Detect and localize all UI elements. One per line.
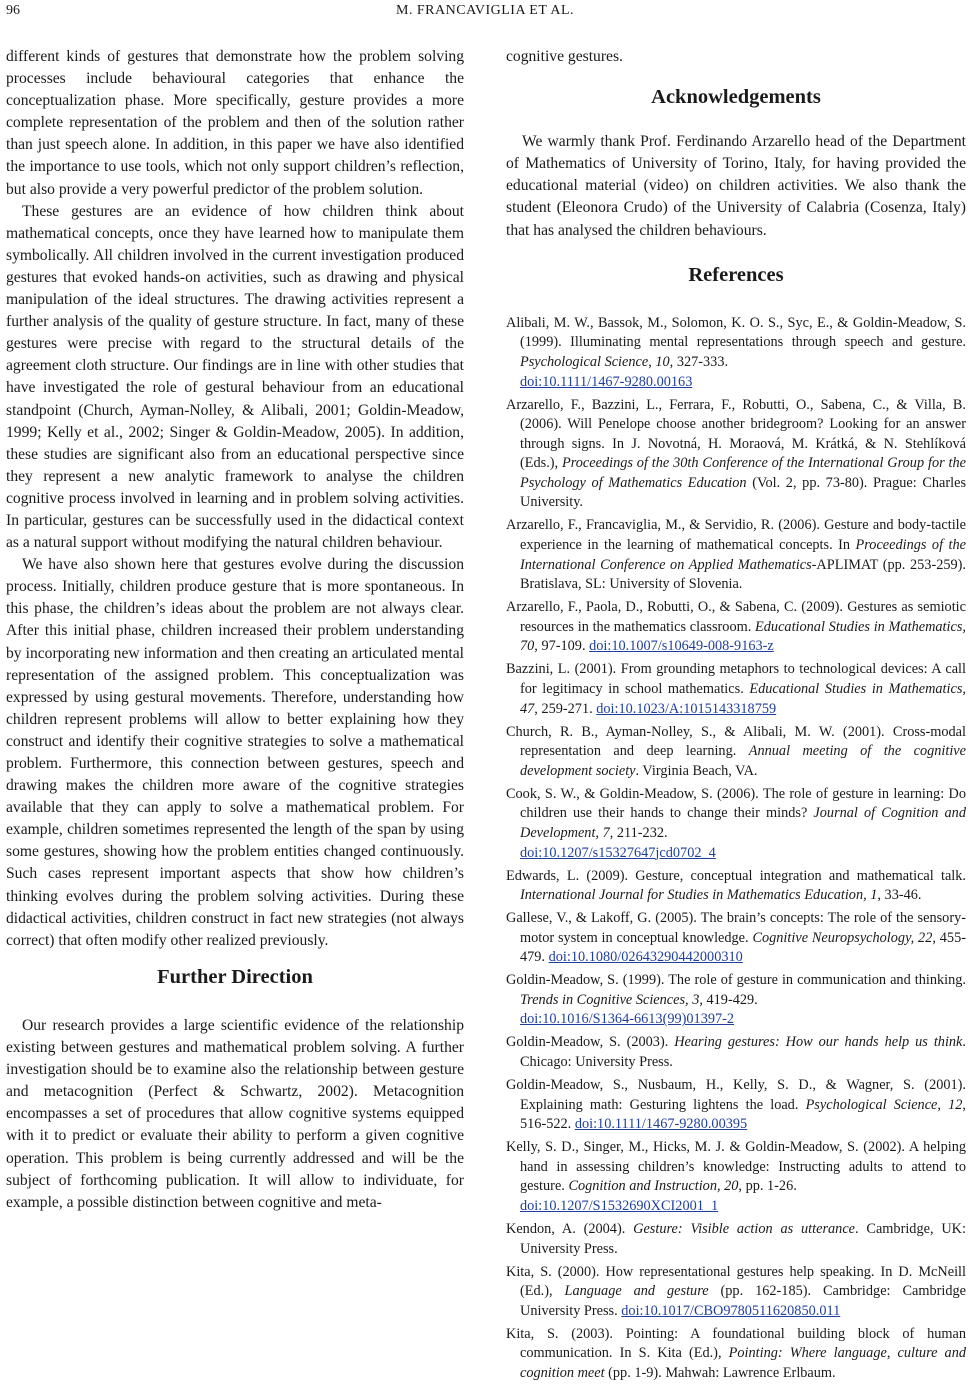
reference-text: (pp. 1-9). Mahwah: Lawrence Erlbaum. [604,1364,836,1381]
reference-text: Arzarello, F., Bazzini, L., Ferrara, F., Robutti, O., Sabena, C., & Villa, B. (2006). Will Penelope choose another bridegroom? Looking for an answer through signs. In J. Novotná, H. Moraová, M. Krátká, & N. Stehlíková (Eds.), [506,396,966,472]
reference-item [506,909,966,968]
reference-source: Trends in Cognitive Sciences, 3 [520,991,700,1008]
doi-link[interactable]: doi:10.1111/1467-9280.00163 [520,373,693,390]
reference-text: . Cambridge, UK: University Press. [520,1220,966,1257]
reference-source: Proceedings of the 30th Conference of the International Group for the Psychology of Mathematics Education [520,455,966,491]
running-header [0,3,970,23]
reference-source: International Journal for Studies in Mathematics Education, 1 [520,887,878,904]
reference-source: Educational Studies in Mathematics, 70 [520,618,966,655]
reference-item [506,1220,966,1259]
reference-text: (Vol. 2, pp. 73-80). Prague: Charles University. [520,474,967,511]
doi-link[interactable]: doi:10.1080/02643290442000310 [548,949,743,966]
reference-text: Arzarello, F., Francaviglia, M., & Servidio, R. (2006). Gesture and body-tactile experience in the learning of mathematical concepts. In [506,517,966,554]
page-number: 96 [6,3,20,18]
reference-item [506,516,966,594]
body-paragraph: We have also shown here that gestures evolve during the discussion process. Initially, children produce gesture that is more spontaneous. In this phase, the children’s ideas about the problem are not always clear. After this initial phase, children increased their problem understanding by incorporating new information and then creating an articulated mental representation of the assigned problem. This conceptualization was expressed by using gestural movements. Therefore, understanding how children represent problems will allow to better explaining how they construct and identify their cognitive strategies to solve a mathematical problem. Furthermore, this connection between gestures, speech and drawing makes the children more aware of the cognitive strategies available that they can apply to solve a mathematical problem. For example, children sometimes represented the length of the span by using some gestures, showing how the problem entities changed continuously. Such cases represent important aspects that show how children’s thinking evolves during the problem solving activities. During these didactical activities, children construct in fact new strategies (not always correct) that often modify other realized previously. [6,556,464,949]
reference-item [506,723,966,782]
doi-link[interactable]: doi:10.1007/s10649-008-9163-z [589,638,774,655]
section-heading-references: References [688,263,784,286]
reference-item [506,1138,966,1216]
reference-text: -APLIMAT (pp. 253-259). Bratislava, SL: University of Slovenia. [520,556,966,593]
reference-text: , 455-479. [520,929,966,966]
body-paragraph: Our research provides a large scientific evidence of the relationship existing between gestures and mathematical problem solving. A further investigation should be to examine also the relationship between gesture and metacognition (Perfect & Schwartz, 2002). Metacognition encompasses a set of procedures that allow cognitive systems equipped with it to predict or evaluate their ability to perform a given cognitive operation. This problem is being currently addressed and will be the subject of forthcoming publication. It will allow to individuate, for example, a possible distinction between cognitive and meta- [6,1016,464,1211]
reference-text: , 211-232. [609,824,668,841]
reference-text: , 516-522. [520,1096,966,1133]
reference-text: . Chicago: University Press. [520,1034,966,1071]
reference-source: Cognition and Instruction, 20 [568,1178,739,1195]
reference-item [506,314,966,392]
section-heading-acknowledgements: Acknowledgements [651,86,821,109]
reference-text: Kendon, A. (2004). [506,1220,634,1237]
reference-source: Gesture: Visible action as utterance [633,1220,856,1237]
reference-text: , 327-333. [669,353,729,370]
reference-item [506,971,966,1030]
reference-text: Gallese, V., & Lakoff, G. (2005). The brain’s concepts: The role of the sensory-motor system in conceptual knowledge. [506,910,966,946]
reference-text: . Virginia Beach, VA. [635,762,758,779]
left-column [6,46,464,1214]
reference-list [506,314,966,1384]
reference-text: , 259-271. [534,700,597,717]
reference-text: Goldin-Meadow, S. (1999). The role of gesture in communication and thinking. [506,972,966,989]
body-paragraph: cognitive gestures. [506,48,623,65]
reference-source: Educational Studies in Mathematics, 47 [520,681,966,717]
reference-source: Cognitive Neuropsychology, 22 [752,929,933,946]
reference-source: Proceedings of the International Conference on Applied Mathematics [520,537,966,573]
section-heading-further-direction: Further Direction [157,965,313,988]
reference-item [506,867,966,906]
reference-text: , 419-429. [699,991,758,1008]
body-paragraph: These gestures are an evidence of how children think about mathematical concepts, once they have learned how to manipulate them symbolically. All children involved in the current investigation produced gestures that evoked hands-on activities, such as drawing and physical manipulation of the ideal structures. The drawing activities represent a further analysis of the quality of gesture structure. In fact, many of these gestures were precise with regard to the structural details of the agreement cloth structure. Our findings are in line with other studies that have investigated the role of gestural behaviour from an educational standpoint (Church, Ayman-Nolley, & Alibali, 2001; Goldin-Meadow, 1999; Kelly et al., 2002; Singer & Goldin-Meadow, 2005). In addition, these studies are significant also from an educational perspective since they represent a new analytic framework to analyse the children cognitive process involved in learning and in problem solving activities. In particular, gestures can be successfully used in the didactical context as a natural support without modifying the natural children behaviour. [6,202,464,552]
reference-item [506,598,966,657]
reference-source: Annual meeting of the cognitive development society [520,743,967,779]
doi-link[interactable]: doi:10.1016/S1364-6613(99)01397-2 [520,1011,735,1028]
reference-item [506,785,966,863]
doi-link[interactable]: doi:10.1207/S1532690XCI2001_1 [520,1197,719,1214]
reference-text: Goldin-Meadow, S. (2003). [506,1034,675,1051]
reference-item [506,1325,966,1384]
reference-text: Edwards, L. (2009). Gesture, conceptual integration and mathematical talk. [506,867,966,884]
reference-text: Kita, S. (2000). How representational gestures help speaking. In D. McNeill (Ed.), [506,1263,966,1300]
reference-source: Language and gesture [564,1283,709,1300]
reference-text: Cook, S. W., & Goldin-Meadow, S. (2006). The role of gesture in learning: Do children use their hands to change their minds? [506,785,966,822]
reference-source: Psychological Science, 12 [805,1096,963,1113]
doi-link[interactable]: doi:10.1207/s15327647jcd0702_4 [520,844,716,861]
reference-text: Goldin-Meadow, S., Nusbaum, H., Kelly, S. D., & Wagner, S. (2001). Explaining math: Gesturing lightens the load. [506,1077,966,1113]
doi-link[interactable]: doi:10.1111/1467-9280.00395 [574,1116,748,1133]
reference-text: Kita, S. (2003). Pointing: A foundational building block of human communication. In S. Kita (Ed.), [506,1325,966,1362]
reference-text: Church, R. B., Ayman-Nolley, S., & Alibali, M. W. (2001). Cross-modal representation and deep learning. [506,723,966,760]
acknowledgements-text: We warmly thank Prof. Ferdinando Arzarello head of the Department of Mathematics of University of Torino, Italy, for having provided the educational material (video) on children activities. We also thank the student (Eleonora Crudo) of the University of Calabria (Cosenza, Italy) that has analysed the children behaviours. [506,133,966,239]
reference-item [506,1076,966,1135]
reference-text: (pp. 162-185). Cambridge: Cambridge University Press. [520,1283,966,1319]
reference-text: , pp. 1-26. [738,1178,797,1195]
reference-item [506,1263,966,1322]
reference-source: Hearing gestures: How our hands help us think [674,1034,963,1051]
reference-text: , 97-109. [534,638,590,655]
reference-source: Journal of Cognition and Development, 7 [520,805,966,841]
reference-text: Alibali, M. W., Bassok, M., Solomon, K. O. S., Syc, E., & Goldin-Meadow, S. (1999). Illuminating mental representations through speech and gesture. [506,314,966,351]
reference-item [506,396,966,514]
reference-source: Psychological Science, 10 [520,353,670,370]
right-column [506,46,966,1387]
reference-text: Arzarello, F., Paola, D., Robutti, O., & Sabena, C. (2009). Gestures as semiotic resources in the mathematics classroom. [506,599,966,635]
body-paragraph: different kinds of gestures that demonstrate how the problem solving processes include behavioural categories that enhance the conceptualization phase. More specifically, gesture provides a more complete representation of the problem and then of the solution rather than just speech alone. In addition, in this paper we have also identified the importance to use tools, which not only support children’s reflection, but also provide a very powerful predictor of the problem solution. [6,48,464,198]
doi-link[interactable]: doi:10.1023/A:1015143318759 [596,700,777,717]
reference-text: Bazzini, L. (2001). From grounding metaphors to technological devices: A call for legitimacy in school mathematics. [506,661,966,697]
reference-source: Pointing: Where language, culture and cognition meet [520,1345,967,1381]
doi-link[interactable]: doi:10.1017/CBO9780511620850.011 [621,1302,841,1319]
reference-item [506,1033,966,1072]
reference-text: Kelly, S. D., Singer, M., Hicks, M. J. & Goldin-Meadow, S. (2002). A helping hand in assessing children’s knowledge: Instructing adults to attend to gesture. [506,1139,966,1195]
reference-text: , 33-46. [877,887,922,904]
reference-item [506,660,966,719]
running-title: M. FRANCAVIGLIA ET AL. [395,3,575,18]
